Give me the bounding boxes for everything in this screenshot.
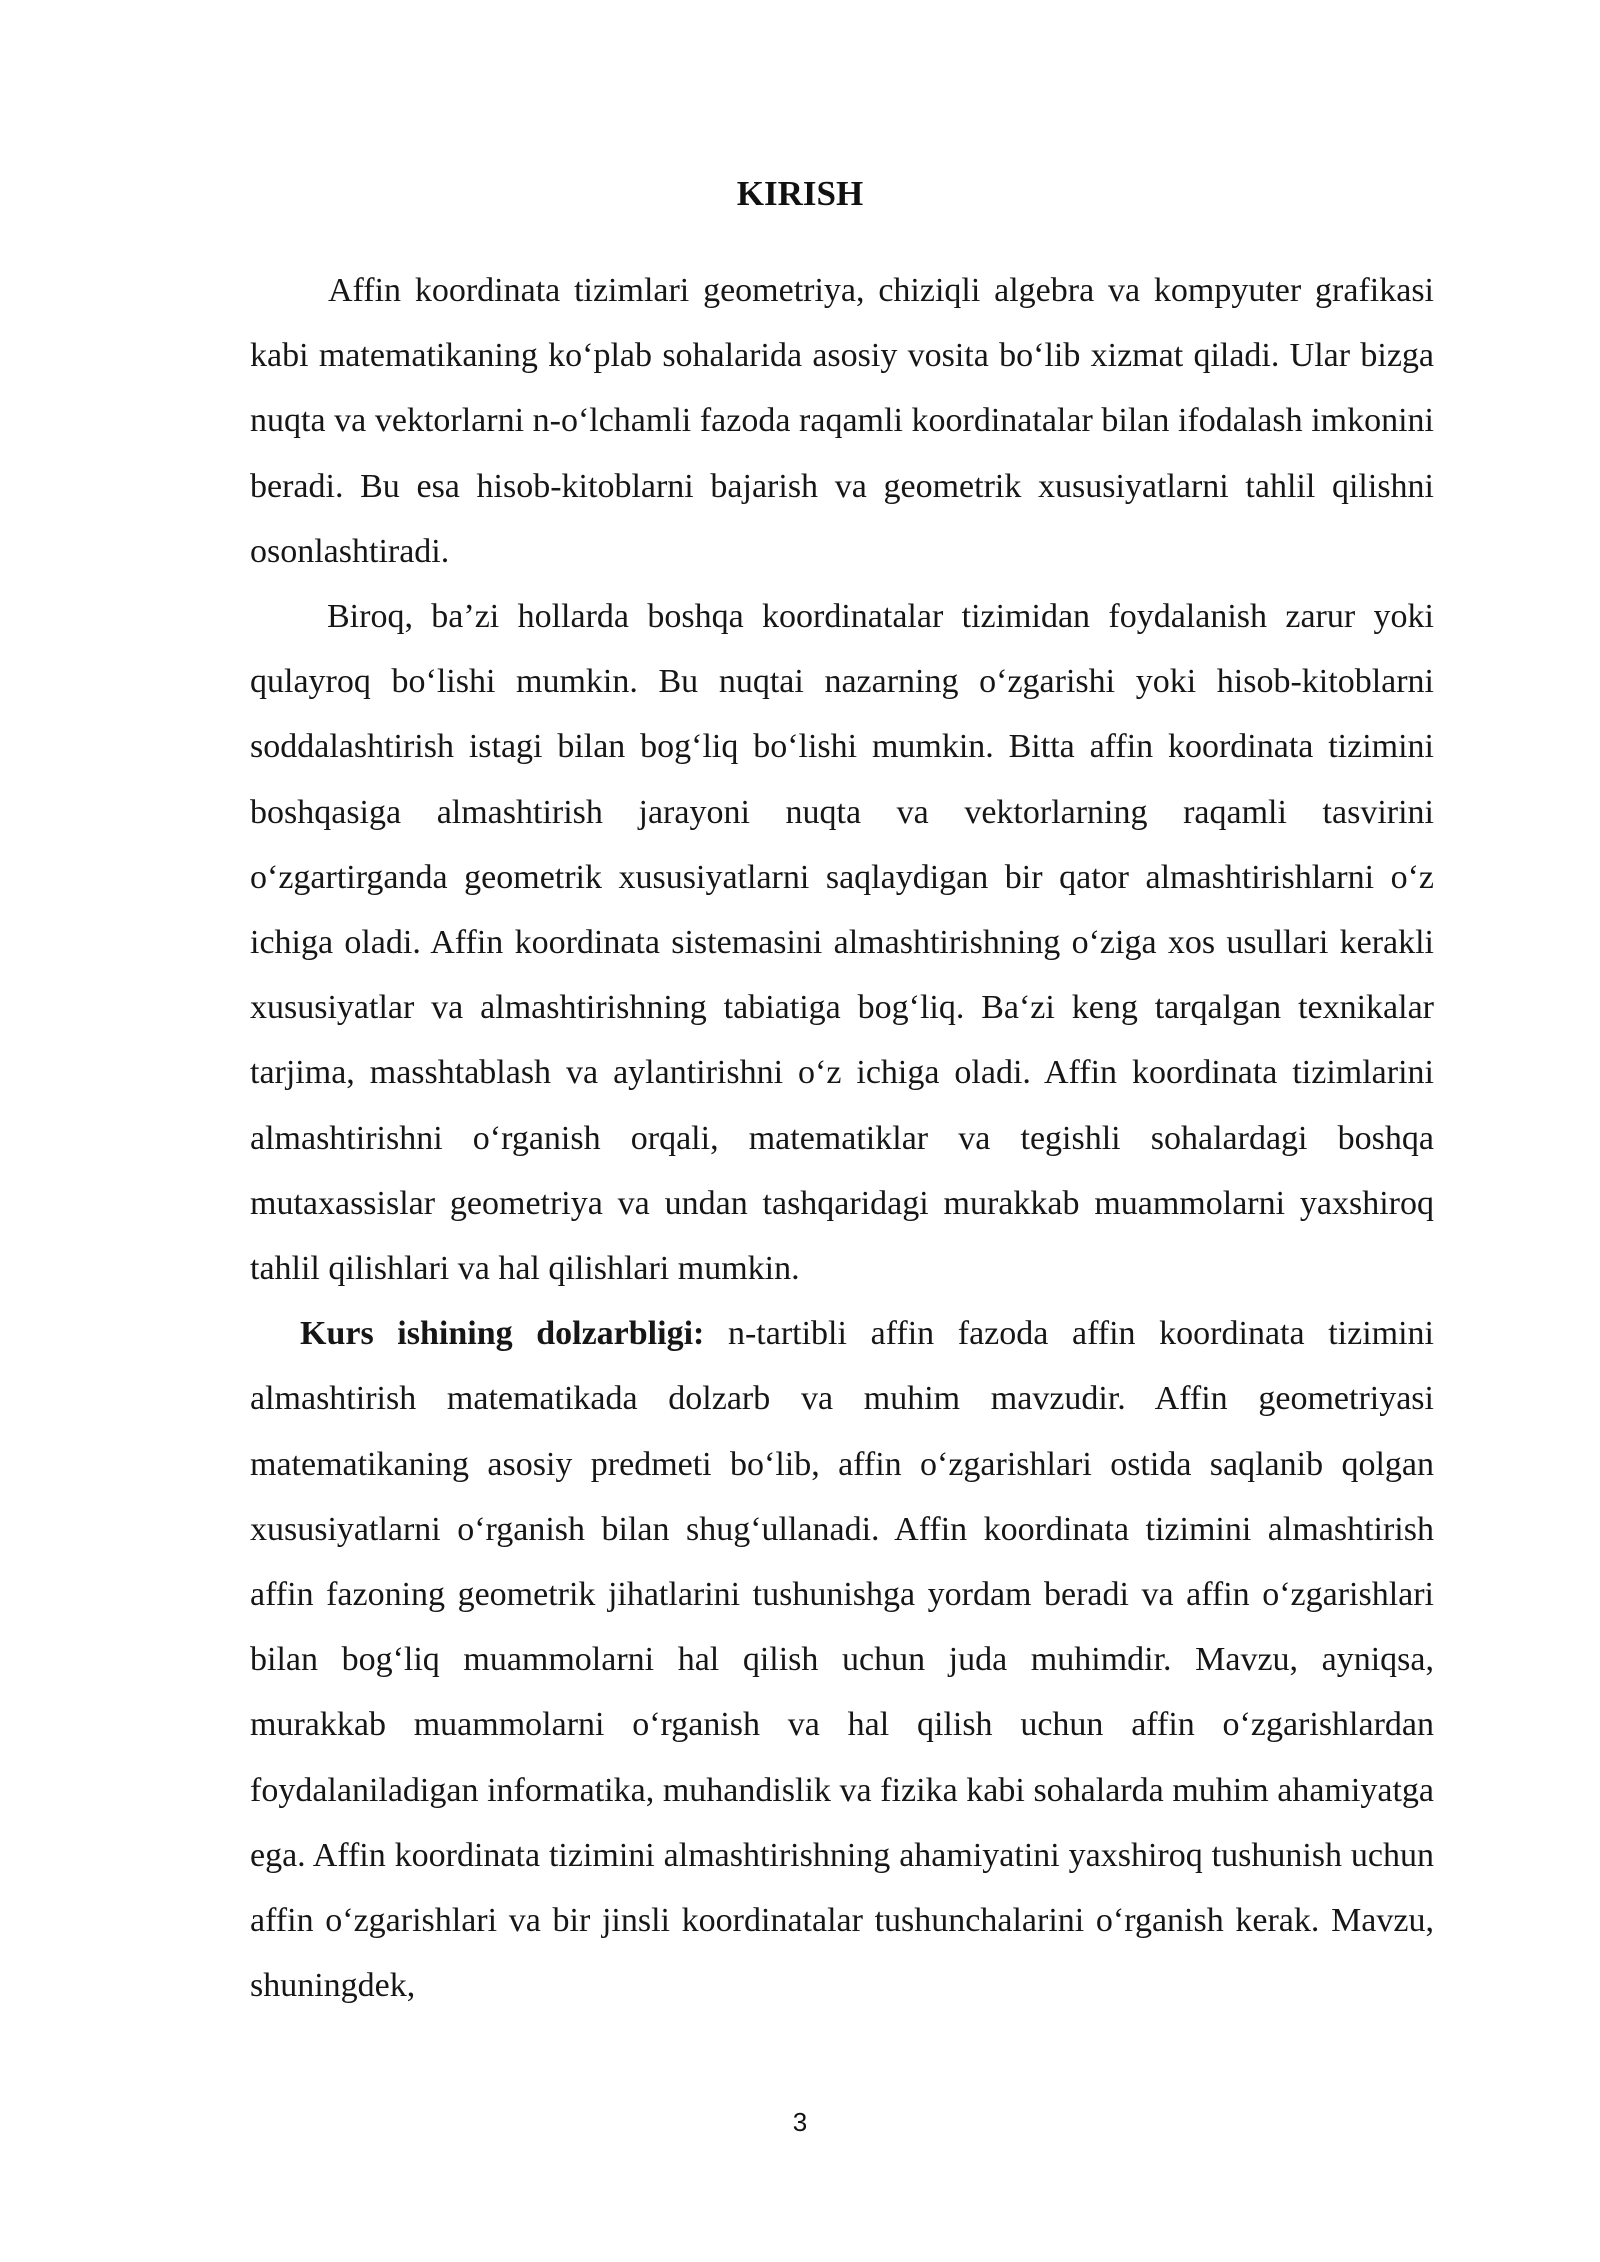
relevance-heading: Kurs ishining dolzarbligi: [300,1315,705,1353]
paragraph-relevance [250,1301,1434,2018]
paragraph-text: Affin koordinata tizimlari geometriya, chiziqli algebra va kompyuter grafikasi kabi matematikaning ko‘plab sohalarida asosiy vosita bo‘lib xizmat qiladi. Ular bizga nuqta va vektorlarni n-o‘lchamli fazoda raqamli koordinatalar bilan ifodalash imkonini beradi. Bu esa hisob-kitoblarni bajarish va geometrik xususiyatlarni tahlil qilishni osonlashtiradi. [250,272,1434,570]
paragraph-introduction [250,258,1434,584]
page-title: KIRISH [736,174,864,213]
document-body [250,258,1434,2018]
paragraph-text: n-tartibli affin fazoda affin koordinata tizimini almashtirish matematikada dolzarb va muhim mavzudir. Affin geometriyasi matematikaning asosiy predmeti bo‘lib, affin o‘zgarishlari ostida saqlanib qolgan xususiyatlarni o‘rganish bilan shug‘ullanadi. Affin koordinata tizimini almashtirish affin fazoning geometrik jihatlarini tushunishga yordam beradi va affin o‘zgarishlari bilan bog‘liq muammolarni hal qilish uchun juda muhimdir. Mavzu, ayniqsa, murakkab muammolarni o‘rganish va hal qilish uchun affin o‘zgarishlardan foydalaniladigan informatika, muhandislik va fizika kabi sohalarda muhim ahamiyatga ega. Affin koordinata tizimini almashtirishning ahamiyatini yaxshiroq tushunish uchun affin o‘zgarishlari va bir jinsli koordinatalar tushunchalarini o‘rganish kerak. Mavzu, shuningdek, [250,1315,1434,2005]
paragraph-text: Biroq, ba’zi hollarda boshqa koordinatalar tizimidan foydalanish zarur yoki qulayroq bo‘lishi mumkin. Bu nuqtai nazarning o‘zgarishi yoki hisob-kitoblarni soddalashtirish istagi bilan bog‘liq bo‘lishi mumkin. Bitta affin koordinata tizimini boshqasiga almashtirish jarayoni nuqta va vektorlarning raqamli tasvirini o‘zgartirganda geometrik xususiyatlarni saqlaydigan bir qator almashtirishlarni o‘z ichiga oladi. Affin koordinata sistemasini almashtirishning o‘ziga xos usullari kerakli xususiyatlar va almashtirishning tabiatiga bog‘liq. Ba‘zi keng tarqalgan texnikalar tarjima, masshtablash va aylantirishni o‘z ichiga oladi. Affin koordinata tizimlarini almashtirishni o‘rganish orqali, matematiklar va tegishli sohalardagi boshqa mutaxassislar geometriya va undan tashqaridagi murakkab muammolarni yaxshiroq tahlil qilishlari va hal qilishlari mumkin. [250,598,1434,1288]
page-number: 3 [792,2107,808,2137]
paragraph-coordinate-systems [250,584,1434,1301]
